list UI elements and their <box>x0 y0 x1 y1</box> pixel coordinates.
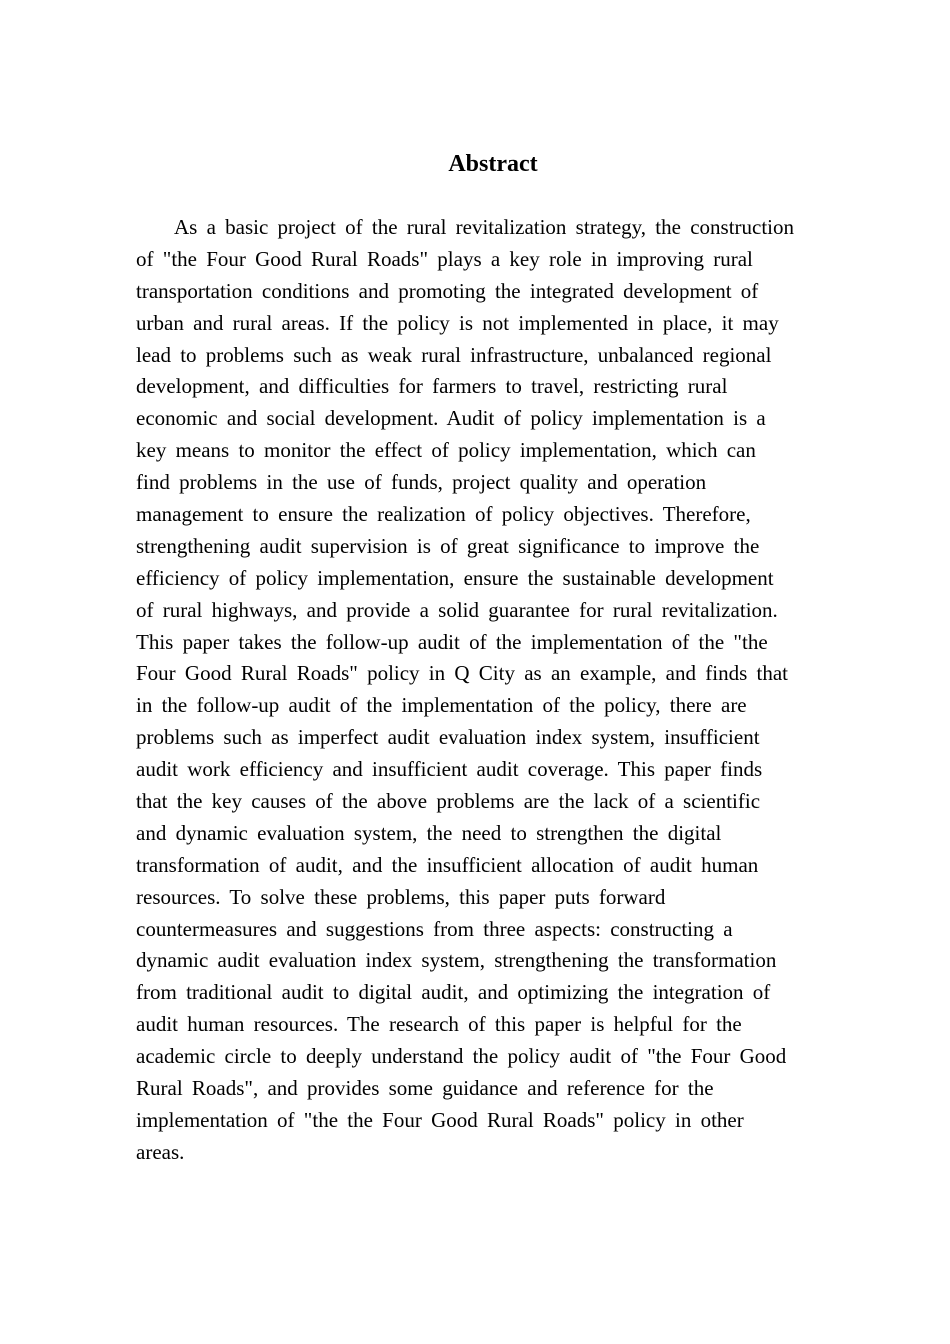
abstract-line: Rural Roads", and provides some guidance and reference for the <box>136 1076 714 1101</box>
abstract-body <box>136 212 856 1169</box>
abstract-line: As a basic project of the rural revitalization strategy, the construction <box>174 215 795 239</box>
abstract-line: implementation of "the the Four Good Rural Roads" policy in other <box>136 1107 744 1132</box>
abstract-line: from traditional audit to digital audit, and optimizing the integration of <box>136 980 771 1005</box>
abstract-line: audit work efficiency and insufficient audit coverage. This paper finds <box>136 757 763 782</box>
abstract-line: urban and rural areas. If the policy is not implemented in place, it may <box>136 310 779 335</box>
abstract-line: development, and difficulties for farmers to travel, restricting rural <box>136 374 728 399</box>
abstract-line: and dynamic evaluation system, the need to strengthen the digital <box>136 820 722 845</box>
abstract-line: find problems in the use of funds, project quality and operation <box>136 470 707 495</box>
abstract-line: efficiency of policy implementation, ensure the sustainable development <box>136 565 774 590</box>
abstract-line: problems such as imperfect audit evaluation index system, insufficient <box>136 725 760 750</box>
abstract-line: management to ensure the realization of policy objectives. Therefore, <box>136 502 751 527</box>
abstract-line: key means to monitor the effect of policy implementation, which can <box>136 438 756 463</box>
abstract-line: economic and social development. Audit of policy implementation is a <box>136 406 766 431</box>
abstract-line: dynamic audit evaluation index system, strengthening the transformation <box>136 948 777 973</box>
abstract-line: resources. To solve these problems, this paper puts forward <box>136 884 666 909</box>
abstract-line: transportation conditions and promoting the integrated development of <box>136 278 759 303</box>
abstract-line: audit human resources. The research of this paper is helpful for the <box>136 1012 742 1037</box>
abstract-line: countermeasures and suggestions from three aspects: constructing a <box>136 916 733 941</box>
abstract-line: strengthening audit supervision is of great significance to improve the <box>136 533 760 558</box>
abstract-line: of rural highways, and provide a solid guarantee for rural revitalization. <box>136 597 778 622</box>
abstract-line: areas. <box>136 1139 185 1164</box>
abstract-line: Four Good Rural Roads" policy in Q City as an example, and finds that <box>136 661 788 686</box>
abstract-title: Abstract <box>448 151 538 177</box>
abstract-line: in the follow-up audit of the implementation of the policy, there are <box>136 693 747 718</box>
abstract-line: academic circle to deeply understand the policy audit of "the Four Good <box>136 1044 787 1069</box>
abstract-line: of "the Four Good Rural Roads" plays a key role in improving rural <box>136 246 753 271</box>
abstract-line: transformation of audit, and the insufficient allocation of audit human <box>136 852 759 877</box>
abstract-line: that the key causes of the above problems are the lack of a scientific <box>136 789 761 814</box>
abstract-line: This paper takes the follow-up audit of the implementation of the "the <box>136 629 768 654</box>
abstract-line: lead to problems such as weak rural infrastructure, unbalanced regional <box>136 342 772 367</box>
